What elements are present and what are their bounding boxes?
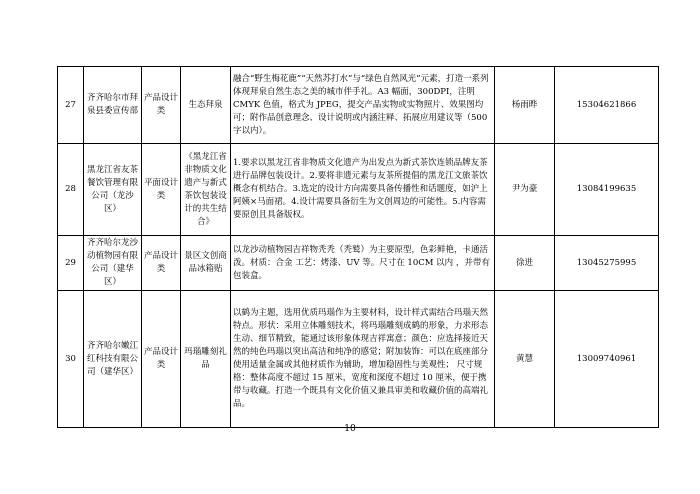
contact-person: 尹为豪 [495, 144, 555, 236]
row-number: 29 [58, 236, 84, 291]
table-row [58, 144, 659, 236]
phone-number: 15304621866 [555, 67, 659, 144]
table-row [58, 67, 659, 144]
project-name: 玛瑙雕刻礼品 [181, 291, 231, 428]
row-number: 28 [58, 144, 84, 236]
contact-person: 徐进 [495, 236, 555, 291]
category: 产品设计类 [142, 291, 181, 428]
category: 产品设计类 [142, 67, 181, 144]
organization: 齐齐哈尔嫩江红科技有限公司（建华区） [84, 291, 142, 428]
row-number: 30 [58, 291, 84, 428]
category: 平面设计类 [142, 144, 181, 236]
project-name: 景区文创商品冰箱贴 [181, 236, 231, 291]
row-number: 27 [58, 67, 84, 144]
project-name: 《黑龙江省非物质文化遗产与新式茶饮包装设计的共生结合》 [181, 144, 231, 236]
contact-person: 黄慧 [495, 291, 555, 428]
table-row [58, 236, 659, 291]
requirements: 融合“野生梅花鹿”“天然苏打水”与“绿色自然风光”元素，打造一系列体现拜泉自然生态之美的城市伴手礼。A3 幅面，300DPI，注明 CMYK 色值，格式为 JPEG，提交产品实物或实物照片、效果图均可；附作品创意理念、设计说明或内涵注释、拓展应用建议等（500 字以内）。 [231, 67, 495, 144]
phone-number: 13084199635 [555, 144, 659, 236]
requirements-table [57, 66, 659, 428]
organization: 齐齐哈尔市拜泉县委宣传部 [84, 67, 142, 144]
project-name: 生态拜泉 [181, 67, 231, 144]
requirements: 以龙沙动植物园吉祥物秃秃（秃鹫）为主要原型，色彩鲜艳，卡通活泼。材质：合金 工艺：烤漆、UV 等。尺寸在 10CM 以内 ，并带有包装盒。 [231, 236, 495, 291]
table-row [58, 291, 659, 428]
contact-person: 杨雨晔 [495, 67, 555, 144]
organization: 齐齐哈尔龙沙动植物园有限公司（建华区） [84, 236, 142, 291]
phone-number: 13009740961 [555, 291, 659, 428]
requirements: 以鹤为主题，选用优质玛瑙作为主要材料，设计样式需结合玛瑙天然特点。形状：采用立体雕刻技术，将玛瑙雕刻成鹤的形象，力求形态生动、细节精致，能通过该形象体现吉祥寓意；颜色：应选择接近天然的纯色玛瑙以突出高洁和纯净的感觉；附加装饰：可以在底座部分使用适量金属或其他材质作为辅助，增加稳固性与美观性； 尺寸规格：整体高度不超过 15 厘米，宽度和深度不超过 10 厘米，便于携带与收藏。打造一个既具有文化价值又兼具审美和收藏价值的高端礼品。 [231, 291, 495, 428]
requirements: 1.要求以黑龙江省非物质文化遗产为出发点为新式茶饮连锁品牌友茶进行品牌包装设计。2.要将非遗元素与友茶所提倡的黑龙江文旅茶饮概念有机结合。3.选定的设计方向需要具备传播性和话题度，如沪上阿姨×马面裙。4.设计需要具备衍生为文创周边的可能性。5.内容需要原创且具备版权。 [231, 144, 495, 236]
page-number: 10 [344, 424, 356, 434]
category: 产品设计类 [142, 236, 181, 291]
organization: 黑龙江省友茶餐饮管理有限公司（龙沙区） [84, 144, 142, 236]
phone-number: 13045275995 [555, 236, 659, 291]
